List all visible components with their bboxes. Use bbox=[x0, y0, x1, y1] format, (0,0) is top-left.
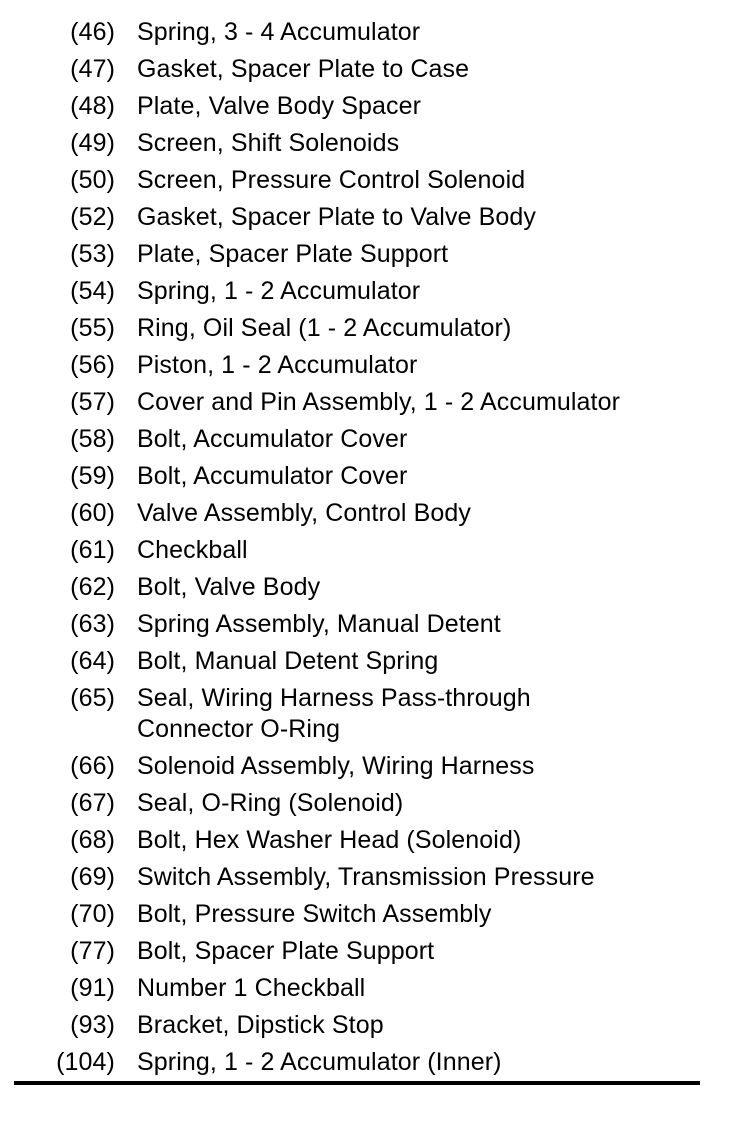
part-row bbox=[0, 347, 752, 384]
part-row bbox=[0, 569, 752, 606]
part-row bbox=[0, 236, 752, 273]
part-row bbox=[0, 384, 752, 421]
part-row bbox=[0, 14, 752, 51]
part-description: Bolt, Spacer Plate Support bbox=[137, 937, 435, 965]
part-number: (60) bbox=[70, 499, 115, 527]
part-number: (68) bbox=[70, 826, 115, 854]
part-description: Seal, O-Ring (Solenoid) bbox=[137, 789, 404, 817]
part-number: (91) bbox=[70, 974, 115, 1002]
part-number: (61) bbox=[70, 536, 115, 564]
part-number: (55) bbox=[70, 314, 115, 342]
part-description: Bolt, Valve Body bbox=[137, 573, 321, 601]
part-description: Gasket, Spacer Plate to Valve Body bbox=[137, 203, 536, 231]
part-row bbox=[0, 933, 752, 970]
part-description: Bolt, Pressure Switch Assembly bbox=[137, 900, 492, 928]
part-number: (49) bbox=[70, 129, 115, 157]
part-row bbox=[0, 1044, 752, 1081]
part-row bbox=[0, 310, 752, 347]
part-description: Plate, Spacer Plate Support bbox=[137, 240, 449, 268]
part-number: (104) bbox=[56, 1048, 115, 1076]
part-row bbox=[0, 680, 752, 748]
part-description: Spring, 1 - 2 Accumulator (Inner) bbox=[137, 1048, 502, 1076]
part-description: Bolt, Accumulator Cover bbox=[137, 462, 408, 490]
part-row bbox=[0, 199, 752, 236]
part-number: (65) bbox=[70, 684, 115, 712]
part-row bbox=[0, 495, 752, 532]
part-number: (64) bbox=[70, 647, 115, 675]
part-number: (46) bbox=[70, 18, 115, 46]
part-number: (62) bbox=[70, 573, 115, 601]
part-number: (69) bbox=[70, 863, 115, 891]
part-description: Bolt, Manual Detent Spring bbox=[137, 647, 439, 675]
part-row bbox=[0, 970, 752, 1007]
part-row bbox=[0, 458, 752, 495]
part-description: Solenoid Assembly, Wiring Harness bbox=[137, 752, 535, 780]
part-description: Cover and Pin Assembly, 1 - 2 Accumulator bbox=[137, 388, 621, 416]
part-number: (54) bbox=[70, 277, 115, 305]
part-number: (63) bbox=[70, 610, 115, 638]
part-row bbox=[0, 822, 752, 859]
part-row bbox=[0, 748, 752, 785]
bottom-rule bbox=[14, 1081, 700, 1085]
part-number: (66) bbox=[70, 752, 115, 780]
part-row bbox=[0, 859, 752, 896]
part-description: Spring, 1 - 2 Accumulator bbox=[137, 277, 421, 305]
part-description: Valve Assembly, Control Body bbox=[137, 499, 471, 527]
part-description: Gasket, Spacer Plate to Case bbox=[137, 55, 470, 83]
part-row bbox=[0, 532, 752, 569]
part-description: Piston, 1 - 2 Accumulator bbox=[137, 351, 418, 379]
part-row bbox=[0, 643, 752, 680]
part-description: Bolt, Accumulator Cover bbox=[137, 425, 408, 453]
part-number: (53) bbox=[70, 240, 115, 268]
parts-list bbox=[0, 14, 752, 1081]
part-description: Bracket, Dipstick Stop bbox=[137, 1011, 384, 1039]
part-number: (48) bbox=[70, 92, 115, 120]
part-description: Ring, Oil Seal (1 - 2 Accumulator) bbox=[137, 314, 512, 342]
part-row bbox=[0, 162, 752, 199]
part-description: Spring Assembly, Manual Detent bbox=[137, 610, 501, 638]
part-number: (50) bbox=[70, 166, 115, 194]
part-row bbox=[0, 606, 752, 643]
part-description: Seal, Wiring Harness Pass-through Connector O-Ring bbox=[137, 684, 531, 743]
part-description: Plate, Valve Body Spacer bbox=[137, 92, 422, 120]
part-description: Switch Assembly, Transmission Pressure bbox=[137, 863, 595, 891]
part-number: (52) bbox=[70, 203, 115, 231]
part-description: Spring, 3 - 4 Accumulator bbox=[137, 18, 421, 46]
part-row bbox=[0, 273, 752, 310]
part-row bbox=[0, 896, 752, 933]
part-number: (77) bbox=[70, 937, 115, 965]
part-number: (93) bbox=[70, 1011, 115, 1039]
part-number: (58) bbox=[70, 425, 115, 453]
part-description: Checkball bbox=[137, 536, 248, 564]
part-row bbox=[0, 51, 752, 88]
part-description: Screen, Shift Solenoids bbox=[137, 129, 400, 157]
part-number: (67) bbox=[70, 789, 115, 817]
part-row bbox=[0, 1007, 752, 1044]
part-number: (59) bbox=[70, 462, 115, 490]
part-number: (47) bbox=[70, 55, 115, 83]
part-row bbox=[0, 421, 752, 458]
part-row bbox=[0, 125, 752, 162]
part-row bbox=[0, 785, 752, 822]
part-number: (56) bbox=[70, 351, 115, 379]
part-description: Bolt, Hex Washer Head (Solenoid) bbox=[137, 826, 522, 854]
part-number: (70) bbox=[70, 900, 115, 928]
part-description: Screen, Pressure Control Solenoid bbox=[137, 166, 526, 194]
part-description: Number 1 Checkball bbox=[137, 974, 366, 1002]
part-number: (57) bbox=[70, 388, 115, 416]
part-row bbox=[0, 88, 752, 125]
